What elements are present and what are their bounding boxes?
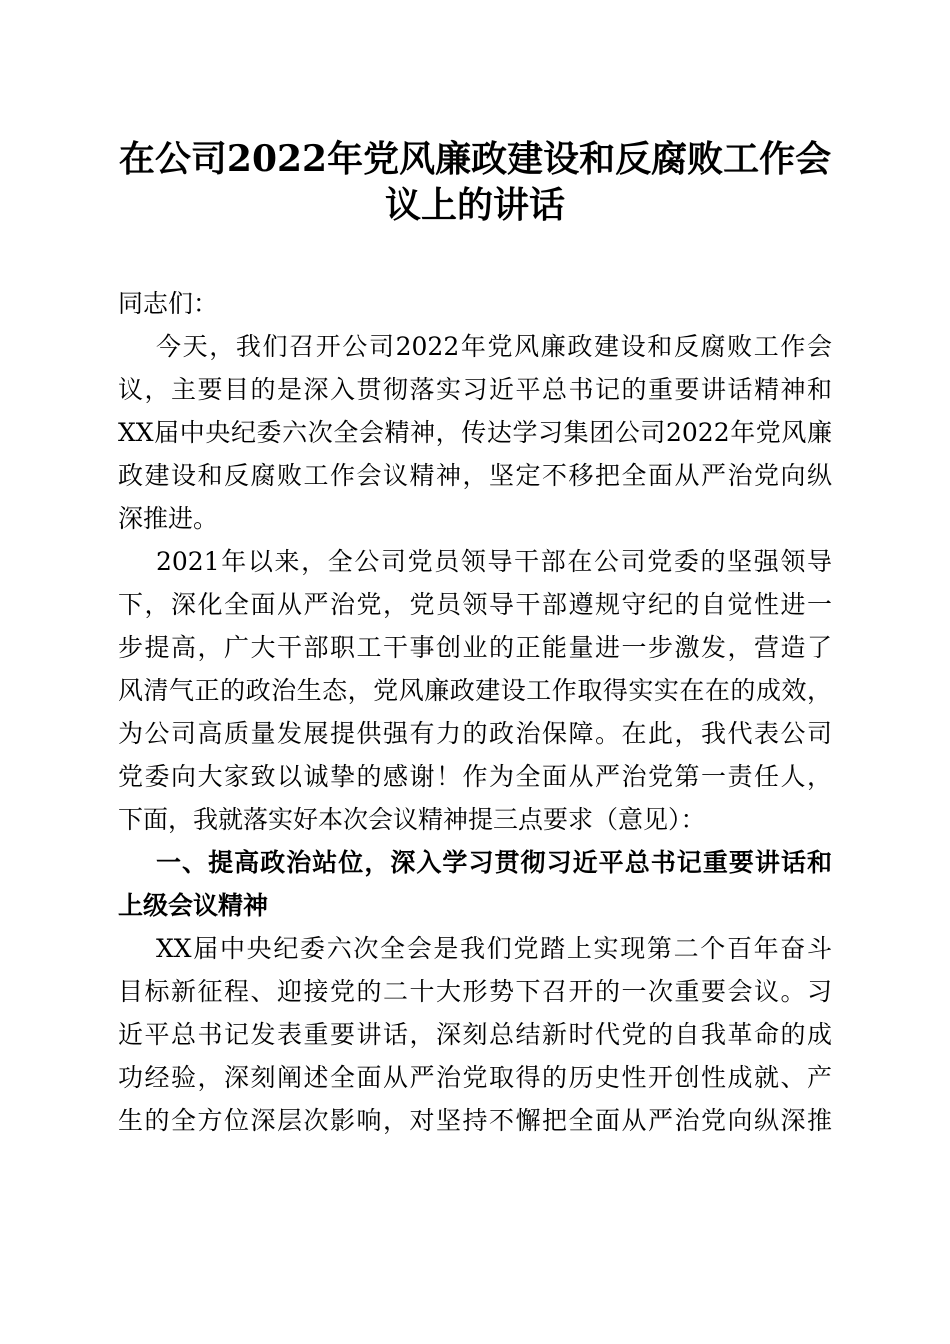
paragraph-line: 政建设和反腐败工作会议精神，坚定不移把全面从严治党向纵 xyxy=(118,461,832,490)
paragraph-line: 功经验，深刻阐述全面从严治党取得的历史性开创性成就、产 xyxy=(118,1063,832,1092)
document-body xyxy=(118,282,832,1142)
heading-line: 一、提高政治站位，深入学习贯彻习近平总书记重要讲话和 xyxy=(156,848,832,877)
title-line: 在公司2022年党风廉政建设和反腐败工作会 xyxy=(118,138,832,180)
paragraph-line: XX届中央纪委六次全会是我们党踏上实现第二个百年奋斗 xyxy=(156,934,832,963)
paragraph-2 xyxy=(118,540,832,841)
paragraph-line: XX届中央纪委六次全会精神，传达学习集团公司2022年党风廉 xyxy=(118,418,832,447)
paragraph-line: 近平总书记发表重要讲话，深刻总结新时代党的自我革命的成 xyxy=(118,1020,832,1049)
paragraph-line: 今天，我们召开公司2022年党风廉政建设和反腐败工作会 xyxy=(156,332,832,361)
paragraph-line: 党委向大家致以诚挚的感谢！作为全面从严治党第一责任人， xyxy=(118,762,832,791)
paragraph-line: 生的全方位深层次影响，对坚持不懈把全面从严治党向纵深推 xyxy=(118,1106,832,1135)
title-line: 议上的讲话 xyxy=(384,184,565,226)
paragraph-line: 步提高，广大干部职工干事创业的正能量进一步激发，营造了 xyxy=(118,633,832,662)
paragraph-line: 2021年以来，全公司党员领导干部在公司党委的坚强领导 xyxy=(156,547,832,576)
paragraph-line: 下，深化全面从严治党，党员领导干部遵规守纪的自觉性进一 xyxy=(118,590,832,619)
paragraph-1 xyxy=(118,325,832,540)
paragraph-line: 深推进。 xyxy=(118,504,219,533)
heading-line: 上级会议精神 xyxy=(118,891,269,920)
section-heading-1 xyxy=(118,841,832,927)
paragraph-line: 为公司高质量发展提供强有力的政治保障。在此，我代表公司 xyxy=(118,719,832,748)
document-title xyxy=(118,136,832,228)
paragraph-line: 目标新征程、迎接党的二十大形势下召开的一次重要会议。习 xyxy=(118,977,832,1006)
paragraph-line: 风清气正的政治生态，党风廉政建设工作取得实实在在的成效， xyxy=(118,676,832,705)
salutation: 同志们： xyxy=(118,289,219,318)
paragraph-line: 下面，我就落实好本次会议精神提三点要求（意见）： xyxy=(118,805,706,834)
paragraph-line: 议，主要目的是深入贯彻落实习近平总书记的重要讲话精神和 xyxy=(118,375,832,404)
paragraph-3 xyxy=(118,927,832,1142)
